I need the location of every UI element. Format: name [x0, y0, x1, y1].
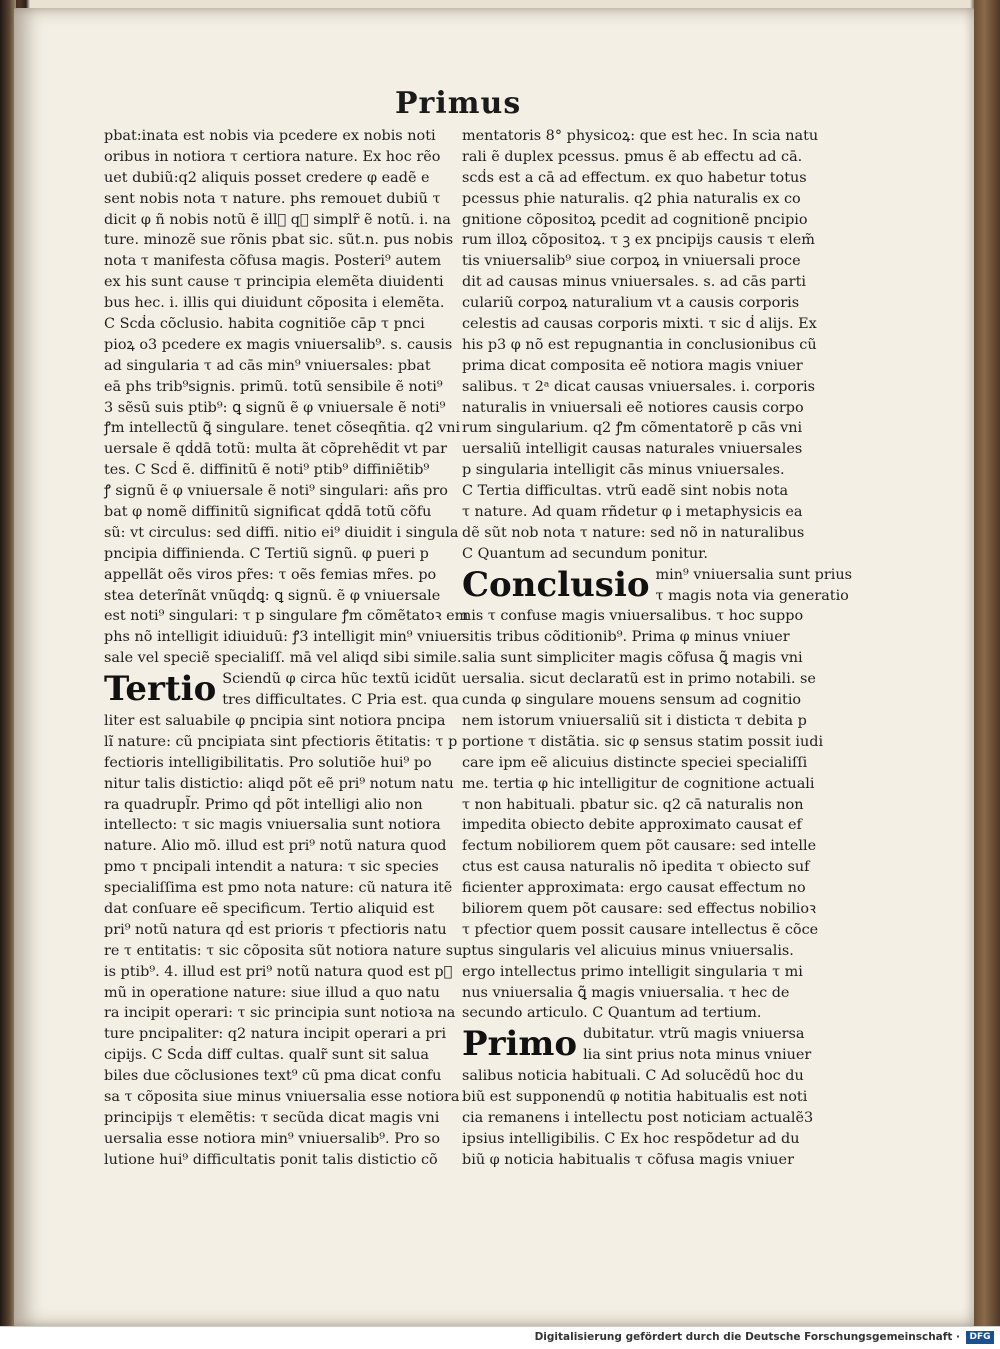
- primo-block: [462, 1024, 810, 1066]
- text-line: nis τ confuse magis vniuersalibus. τ hoc suppo: [462, 608, 804, 625]
- text-line: mentatoris 8° physicoꝝ: que est hec. In scia natu: [462, 128, 819, 144]
- text-line: pncipia diffinienda. C Tertiũ signũ. φ pueri p: [104, 545, 429, 562]
- text-line: appellãt oẽs viros pr̃es: τ oẽs femias mr̃es. po: [104, 566, 437, 583]
- text-line: scḋs est a cā ad effectum. ex quo habetur totus: [462, 169, 807, 186]
- text-line: 3 sẽsũ suis ptib⁹: ꝗ signũ ẽ φ vniuersale ẽ noti⁹: [104, 399, 446, 416]
- text-line: naturalis in vniuersali eẽ notiores causis corpo: [462, 399, 804, 416]
- funding-notice: Digitalisierung gefördert durch die Deutsche Forschungsgemeinschaft ·: [534, 1331, 960, 1343]
- text-line: τ magis nota via generatio: [655, 587, 849, 604]
- text-line: cipijs. C Scḋa diff cultas. qualr̃ sunt sit salua: [104, 1047, 429, 1064]
- text-line: nem istorum vniuersaliũ sit i disticta τ debita p: [462, 712, 807, 729]
- text-line: C Quantum ad secundum ponitur.: [462, 545, 709, 562]
- text-line: secundo articulo. C Quantum ad tertium.: [462, 1005, 762, 1022]
- text-line: tis vniuersalib⁹ siue corpoꝝ in vniuersali proce: [462, 253, 801, 270]
- right-text-column: [462, 126, 853, 1171]
- conclusio-initial-word: Conclusio: [462, 564, 650, 605]
- text-line: pcessus phie naturalis. q2 phia naturalis ex co: [462, 190, 801, 207]
- conclusio-block: [462, 564, 853, 607]
- text-line: nitur talis distictio: aliqd põt eẽ pri⁹ notum natu: [104, 775, 454, 792]
- text-line: uersalia esse notiora min⁹ vniuersalib⁹. Pro so: [104, 1130, 441, 1147]
- text-line: rali ẽ duplex pcessus. pmus ẽ ab effectu ad cā.: [462, 148, 803, 165]
- text-line: pioꝝ o3 pcedere ex magis vniuersalib⁹. s. causis: [104, 336, 453, 353]
- text-line: fectum nobiliorem quem põt causare: sed intelle: [462, 838, 817, 855]
- text-line: ipsius intelligibilis. C Ex hoc respõdetur ad du: [462, 1130, 800, 1147]
- text-line: dat conſuare eẽ specificum. Tertio aliquid est: [104, 900, 435, 917]
- text-line: oribus in notiora τ certiora nature. Ex hoc rẽo: [104, 148, 441, 165]
- text-line: est noti⁹ singulari: τ p singulare ꝭm cõmẽtatoꝛ em: [104, 608, 469, 625]
- text-line: cunda φ singulare mouens sensum ad cognitio: [462, 692, 802, 709]
- text-line: portione τ distãtia. sic φ sensus statim possit iudi: [462, 733, 824, 750]
- text-line: ra quadrupl̃r. Primo qḋ põt intelligi alio non: [104, 796, 423, 813]
- text-line: ad singularia τ ad cās min⁹ vniuersales: pbat: [104, 357, 431, 374]
- text-line: sent nobis nota τ nature. phs remouet dubiũ τ: [104, 190, 441, 207]
- text-line: eā phs trib⁹signis. primũ. totũ sensibile ẽ noti⁹: [104, 378, 443, 395]
- text-line: τ non habituali. pbatur sic. q2 cā naturalis non: [462, 796, 804, 813]
- digitization-footer: [0, 1326, 1000, 1349]
- text-line: celestis ad causas corporis mixti. τ sic ḋ alijs. Ex: [462, 316, 817, 333]
- text-line: intellecto: τ sic magis vniuersalia sunt notiora: [104, 817, 441, 834]
- text-line: nus vniuersalia ꝗ̃ magis vniuersalia. τ hec de: [462, 984, 790, 1001]
- text-line: dẽ sũt nob nota τ nature: sed nõ in naturalibus: [462, 524, 805, 541]
- text-line: nota τ manifesta cõfusa magis. Posteri⁹ autem: [104, 253, 442, 270]
- running-title: Primus: [395, 86, 522, 121]
- text-line: ture pncipaliter: q2 natura incipit operari a pri: [104, 1026, 447, 1043]
- text-line: ctus est causa naturalis nõ ipedita τ obiecto suf: [462, 859, 810, 876]
- text-line: uersaliũ intelligit causas naturales vniuersales: [462, 441, 803, 458]
- text-line: ra incipit operari: τ sic principia sunt notioꝛa na: [104, 1005, 456, 1022]
- text-line: stea deterĩnãt vnũqḋꝗ: ꝗ signũ. ẽ φ vniuersale: [104, 587, 441, 604]
- text-line: salibus. τ 2ᵃ dicat causas vniuersales. i. corporis: [462, 378, 816, 395]
- text-line: is ptib⁹. 4. illud est pri⁹ notũ natura quod est pᷓ: [104, 963, 453, 980]
- text-line: tes. C Scḋ ẽ. diffinitũ ẽ noti⁹ ptib⁹ diffiniẽtib⁹: [104, 462, 430, 479]
- text-line: biũ φ noticia habitualis τ cõfusa magis vniuer: [462, 1151, 794, 1168]
- text-line: his p3 φ nõ est repugnantia in conclusionibus cũ: [462, 336, 817, 353]
- text-line: nature. Alio mõ. illud est pri⁹ notũ natura quod: [104, 838, 447, 855]
- text-line: pri⁹ notũ natura qḋ est prioris τ pfectioris natu: [104, 921, 447, 938]
- text-line: dubitatur. vtrũ magis vniuersa: [583, 1026, 805, 1043]
- text-line: ex his sunt cause τ principia elemẽta diuidenti: [104, 274, 444, 291]
- text-line: tres difficultates. C Pria est. qua: [222, 692, 459, 709]
- text-line: salia sunt simpliciter magis cõfusa ꝗ̃ magis vni: [462, 650, 803, 667]
- text-line: sa τ cõposita siue minus vniuersalia esse notiora: [104, 1088, 460, 1105]
- text-line: cia remanens i intellectu post noticiam actualẽ3: [462, 1109, 814, 1126]
- text-line: biles due cõclusiones text⁹ cũ pma dicat confu: [104, 1068, 442, 1085]
- text-line: lĩ nature: cũ pncipiata sint pfectioris ẽtitatis: τ p: [104, 733, 458, 750]
- text-line: τ nature. Ad quam rñdetur φ i metaphysicis ea: [462, 504, 803, 521]
- text-line: sitis tribus cõditionib⁹. Prima φ minus vniuer: [462, 629, 790, 646]
- text-line: pmo τ pncipali intendit a natura: τ sic species: [104, 859, 439, 876]
- text-line: uet dubiũ:q2 aliquis posset credere φ eadẽ e: [104, 169, 430, 186]
- text-line: C Tertia difficultas. vtrũ eadẽ sint nobis nota: [462, 483, 789, 500]
- text-line: phs nõ intelligit idiuiduũ: ꝭ3 intelligit min⁹ vniuer: [104, 629, 464, 646]
- primo-initial-word: Primo: [462, 1024, 578, 1065]
- page-header: [395, 86, 521, 121]
- text-line: rum singularium. q2 ꝭm cõmentatorẽ p cās vni: [462, 420, 803, 437]
- text-line: dicit φ ñ nobis notũ ẽ illᷓ qᷓ simplr̃ ẽ notũ. i. na: [104, 211, 451, 228]
- text-line: salibus noticia habituali. C Ad solucẽdũ hoc du: [462, 1068, 804, 1085]
- text-line: re τ entitatis: τ sic cõposita sũt notiora nature su: [104, 942, 463, 959]
- text-line: uersale ẽ qḋdā totũ: multa ãt cõprehẽdit vt par: [104, 441, 447, 458]
- text-line: mũ in operatione nature: siue illud a quo natu: [104, 984, 440, 1001]
- text-line: impedita obiecto debite approximato causat ef: [462, 817, 802, 834]
- text-line: ergo intellectus primo intelligit singularia τ mi: [462, 963, 803, 980]
- text-line: liter est saluabile φ pncipia sint notiora pncipa: [104, 712, 446, 729]
- text-line: lia sint prius nota minus vniuer: [583, 1047, 812, 1064]
- text-line: bat φ nomẽ diffinitũ significat qḋdā totũ cõfu: [104, 504, 432, 521]
- text-line: ture. minozẽ sue rõnis pbat sic. sũt.n. pus nobis: [104, 232, 454, 249]
- text-line: biũ est supponendũ φ notitia habitualis est noti: [462, 1088, 808, 1105]
- text-line: ptus singularis vel alicuius minus vniuersalis.: [462, 942, 794, 959]
- text-line: specialiſſima est pmo nota nature: cũ natura itẽ: [104, 880, 453, 897]
- left-text-column: [104, 126, 469, 1171]
- text-line: me. tertia φ hic intelligitur de cognitione actuali: [462, 775, 815, 792]
- text-line: Sciendũ φ circa hũc textũ icidũt: [222, 671, 456, 688]
- text-line: gnitione cõpositoꝝ pcedit ad cognitionẽ pncipio: [462, 211, 808, 228]
- text-line: dit ad causas minus vniuersales. s. ad cās parti: [462, 274, 806, 291]
- text-line: uersalia. sicut declaratũ est in primo notabili. se: [462, 671, 816, 688]
- text-line: sũ: vt circulus: sed diffi. nitio ei⁹ diuidit i singula: [104, 524, 459, 541]
- text-line: care ipm eẽ alicuius distincte speciei specialiſſi: [462, 754, 808, 771]
- text-line: τ pfectior quem possit causare intellectus ẽ cõce: [462, 921, 819, 938]
- text-line: culariũ corpoꝝ naturalium vt a causis corporis: [462, 295, 800, 312]
- text-line: fectioris intelligibilitatis. Pro solutiõe hui⁹ po: [104, 754, 432, 771]
- text-line: prima dicat composita eẽ notiora magis vniuer: [462, 357, 803, 374]
- text-line: bus hec. i. illis qui diuidunt cõposita i elemẽta.: [104, 295, 445, 312]
- text-line: p singularia intelligit cās minus vniuersales.: [462, 462, 785, 479]
- tertio-initial-word: Tertio: [104, 669, 217, 710]
- text-line: sale vel speciẽ specialiſſ. mā vel aliqd sibi simile.: [104, 650, 462, 667]
- dfg-logo: DFG: [966, 1331, 994, 1344]
- text-line: principijs τ elemẽtis: τ secũda dicat magis vni: [104, 1109, 440, 1126]
- book-fore-edge: [974, 0, 1000, 1326]
- text-line: ꝭ signũ ẽ φ vniuersale ẽ noti⁹ singulari: añs pro: [104, 483, 448, 500]
- tertio-block: [104, 669, 459, 711]
- text-line: ficienter approximata: ergo causat effectum no: [462, 880, 806, 897]
- text-line: biliorem quem põt causare: sed effectus nobilioꝛ: [462, 900, 816, 917]
- text-line: rum illoꝝ cõpositoꝝ. τ ꝫ ex pncipijs causis τ elem̃: [462, 232, 815, 249]
- text-line: lutione hui⁹ difficultatis ponit talis distictio cõ: [104, 1151, 438, 1168]
- text-line: ꝭm intellectũ ꝗ̃ singulare. tenet cõseqñtia. q2 vni: [104, 420, 461, 437]
- text-line: min⁹ vniuersalia sunt prius: [655, 566, 853, 583]
- text-line: pbat:inata est nobis via pcedere ex nobis noti: [104, 128, 436, 144]
- text-line: C Scḋa cõclusio. habita cognitiõe cāp τ pnci: [104, 316, 425, 333]
